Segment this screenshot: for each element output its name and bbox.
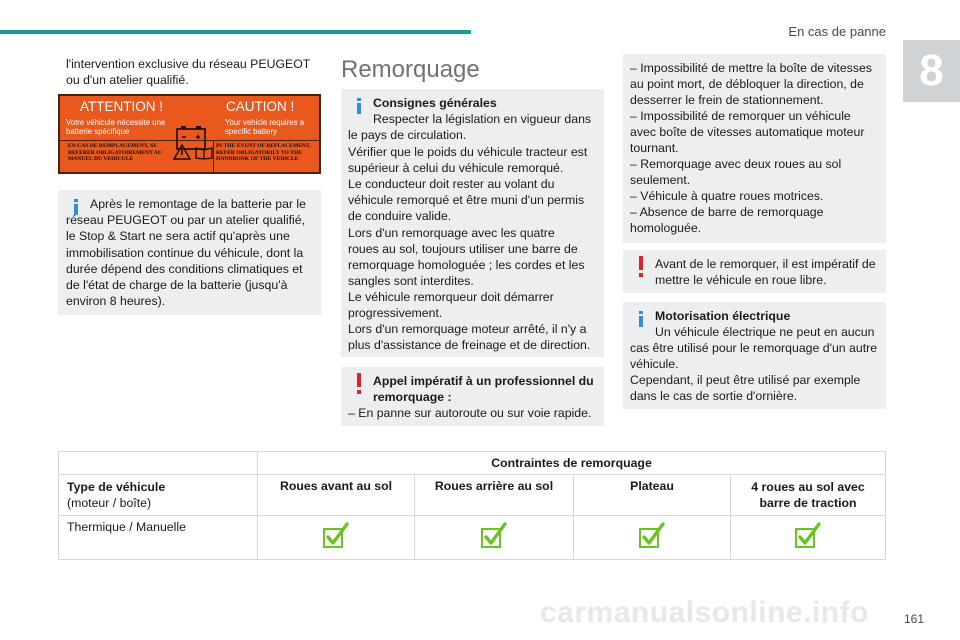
towing-restrictions-box [623,54,886,243]
header-accent-bar [0,30,471,34]
restriction-line: homologuée. [630,221,702,235]
warning-triangle-icon [173,144,191,160]
general-line: Respecter la législation en vigueur dans [373,112,592,126]
label-en-small: Your vehicle requires a specific battery [225,118,305,136]
battery-warning-label [58,94,321,174]
general-line: remorquage homologuée ; les cordes et les [348,258,585,272]
general-line: Lors d'un remorquage avec les quatre [348,226,555,240]
section-title-towing: Remorquage [341,56,480,83]
freewheel-warning-line-2: mettre le véhicule en roue libre. [655,273,827,287]
general-line: Vérifier que le poids du véhicule tracteur est [348,145,588,159]
checkmark-icon [794,522,822,550]
table-group-header: Contraintes de remorquage [258,452,886,475]
general-instructions-title: Consignes générales [373,96,497,110]
column-header: Roues avant au sol [258,475,415,516]
general-line: le pays de circulation. [348,128,467,142]
freewheel-warning-box [623,250,886,293]
electric-line: véhicule. [630,357,679,371]
towing-constraints-table [58,451,886,560]
electric-motor-title: Motorisation électrique [655,309,791,323]
info-icon [350,97,368,115]
restriction-line: – Impossibilité de mettre la boîte de vitesses [630,61,872,75]
general-line: roues au sol, toujours utiliser une barre de [348,242,578,256]
column-header: Roues arrière au sol [415,475,574,516]
restriction-line: – Véhicule à quatre roues motrices. [630,189,824,203]
stop-start-info-box [58,190,321,315]
checkmark-icon [638,522,666,550]
label-fr-replace: EN CAS DE REMPLACEMENT, SE REFERER OBLIGATOIREMENT AU MANUEL DU VEHICULE [68,143,162,163]
general-line: progressivement. [348,306,443,320]
warning-title-line-2: remorquage : [373,390,452,404]
page-header-title: En cas de panne [788,24,886,39]
restriction-line: desserrer le frein de stationnement. [630,93,824,107]
watermark-url: carmanualsonline.info [540,596,869,629]
label-attention-fr: ATTENTION ! [80,99,163,114]
restriction-line: seulement. [630,173,691,187]
label-en-replace: IN THE EVENT OF REPLACEMENT, REFER OBLIGATORILY TO THE HANDBOOK OF THE VEHICLE [216,143,311,163]
restriction-line: avec boîte de vitesses automatique moteur [630,125,865,139]
electric-line: cas être utilisé pour le remorquage d'un autre [630,341,878,355]
intro-box [58,54,321,88]
freewheel-warning-line-1: Avant de le remorquer, il est impératif de [655,257,876,271]
stop-start-info-text: Après le remontage de la batterie par le réseau PEUGEOT ou par un atelier qualifié, le Stop & Start ne sera actif qu'après une immobilisation continue du véhicule, dont la durée dépend des conditions climatiques et de l'état de charge de la batterie (jusqu'à environ 8 heures). [66,197,307,309]
table-cell [574,516,731,560]
table-corner-cell [59,452,258,475]
restriction-line: au point mort, de débloquer la direction, de [630,77,864,91]
general-line: supérieur à celui du véhicule remorqué. [348,161,564,175]
restriction-line: – Absence de barre de remorquage [630,205,824,219]
general-line: Le véhicule remorqueur doit démarrer [348,290,554,304]
label-attention-en: CAUTION ! [226,99,295,114]
warning-item: – En panne sur autoroute ou sur voie rapide. [348,406,592,420]
electric-line: Un véhicule électrique ne peut en aucun [655,325,875,339]
general-line: Le conducteur doit rester au volant du [348,177,555,191]
table-cell [415,516,574,560]
table-cell [731,516,886,560]
general-line: plus d'assistance de freinage et de direction. [348,338,591,352]
general-line: sangles sont interdites. [348,274,474,288]
column-header: 4 roues au sol avec barre de traction [731,475,886,516]
electric-line: dans le cas de sortie d'ornière. [630,389,798,403]
column-header: Plateau [574,475,731,516]
intro-text: l'intervention exclusive du réseau PEUGEOT ou d'un atelier qualifié. [66,57,311,88]
page-number: 161 [903,612,924,626]
table-row-header-cell [59,475,258,516]
general-line: de conduire valide. [348,209,452,223]
warning-exclamation-icon [354,373,364,395]
electric-line: Cependant, il peut être utilisé par exemple [630,373,861,387]
checkmark-icon [480,522,508,550]
label-fr-small: Votre véhicule nécessite une batterie spécifique [66,118,166,136]
warning-exclamation-icon [636,256,646,278]
professional-call-warning-box [341,367,604,426]
restriction-line: – Remorquage avec deux roues au sol [630,157,842,171]
row-header-title: Type de véhicule [67,480,166,494]
restriction-line: – Impossibilité de remorquer un véhicule [630,109,851,123]
warning-title-line-1: Appel impératif à un professionnel du [373,374,594,388]
restriction-line: tournant. [630,141,679,155]
general-instructions-box [341,89,604,357]
chapter-number-tab: 8 [903,40,960,102]
table-row-label: Thermique / Manuelle [59,516,258,560]
manual-book-icon [194,146,214,160]
info-icon [632,310,650,328]
general-line: Lors d'un remorquage moteur arrêté, il n'y a [348,322,587,336]
electric-motor-info-box [623,302,886,409]
general-line: véhicule remorqué et être muni d'un permis [348,193,585,207]
checkmark-icon [322,522,350,550]
row-header-subtitle: (moteur / boîte) [67,496,152,510]
table-cell [258,516,415,560]
